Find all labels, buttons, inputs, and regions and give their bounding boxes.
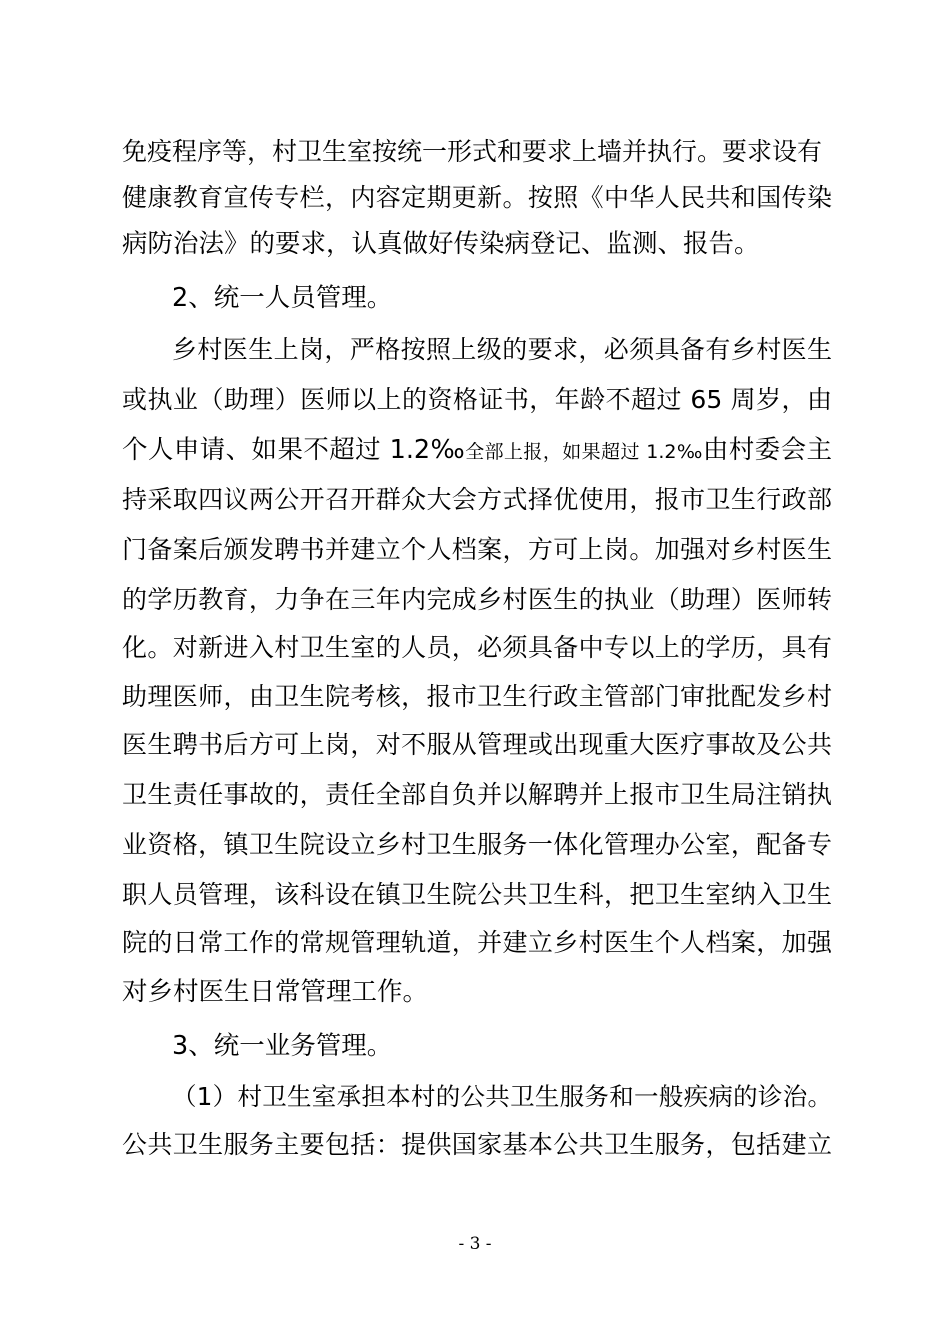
section-heading: 3、统一业务管理。 [172,1031,393,1061]
text-line: 化。对新进入村卫生室的人员，必须具备中专以上的学历，具有 [122,633,832,662]
text-segment-small: 全部上报，如果超过 1.2‰ [465,441,703,463]
text-line: 门备案后颁发聘书并建立个人档案，方可上岗。加强对乡村医生 [122,535,832,564]
text-line: 乡村医生上岗，严格按照上级的要求，必须具备有乡村医生 [172,335,832,364]
text-line: 对乡村医生日常管理工作。 [122,977,429,1007]
text-line: 助理医师，由卫生院考核，报市卫生行政主管部门审批配发乡村 [122,682,832,711]
text-line: （1）村卫生室承担本村的公共卫生服务和一般疾病的诊治。 [172,1082,832,1111]
text-line-mixed [122,430,832,470]
text-line: 健康教育宣传专栏，内容定期更新。按照《中华人民共和国传染 [122,183,832,212]
text-line: 免疫程序等，村卫生室按统一形式和要求上墙并执行。要求设有 [122,137,823,166]
text-line: 卫生责任事故的，责任全部自负并以解聘并上报市卫生局注销执 [122,780,832,809]
text-line: 持采取四议两公开召开群众大会方式择优使用，报市卫生行政部 [122,485,832,514]
text-line: 的学历教育，力争在三年内完成乡村医生的执业（助理）医师转 [122,585,832,614]
text-line: 医生聘书后方可上岗，对不服从管理或出现重大医疗事故及公共 [122,730,832,759]
text-segment: 个人申请、如果不超过 1.2‰ [122,435,466,465]
text-line: 职人员管理，该科设在镇卫生院公共卫生科，把卫生室纳入卫生 [122,880,832,909]
text-segment: 由村委会主 [702,435,832,465]
page-number: - 3 - [458,1234,492,1254]
text-line: 院的日常工作的常规管理轨道，并建立乡村医生个人档案，加强 [122,928,832,957]
section-heading: 2、统一人员管理。 [172,283,393,313]
text-line: 业资格，镇卫生院设立乡村卫生服务一体化管理办公室，配备专 [122,830,832,859]
text-line: 病防治法》的要求，认真做好传染病登记、监测、报告。 [122,229,760,259]
text-line: 或执业（助理）医师以上的资格证书，年龄不超过 65 周岁，由 [122,385,832,414]
text-line: 公共卫生服务主要包括：提供国家基本公共卫生服务，包括建立 [122,1130,832,1159]
